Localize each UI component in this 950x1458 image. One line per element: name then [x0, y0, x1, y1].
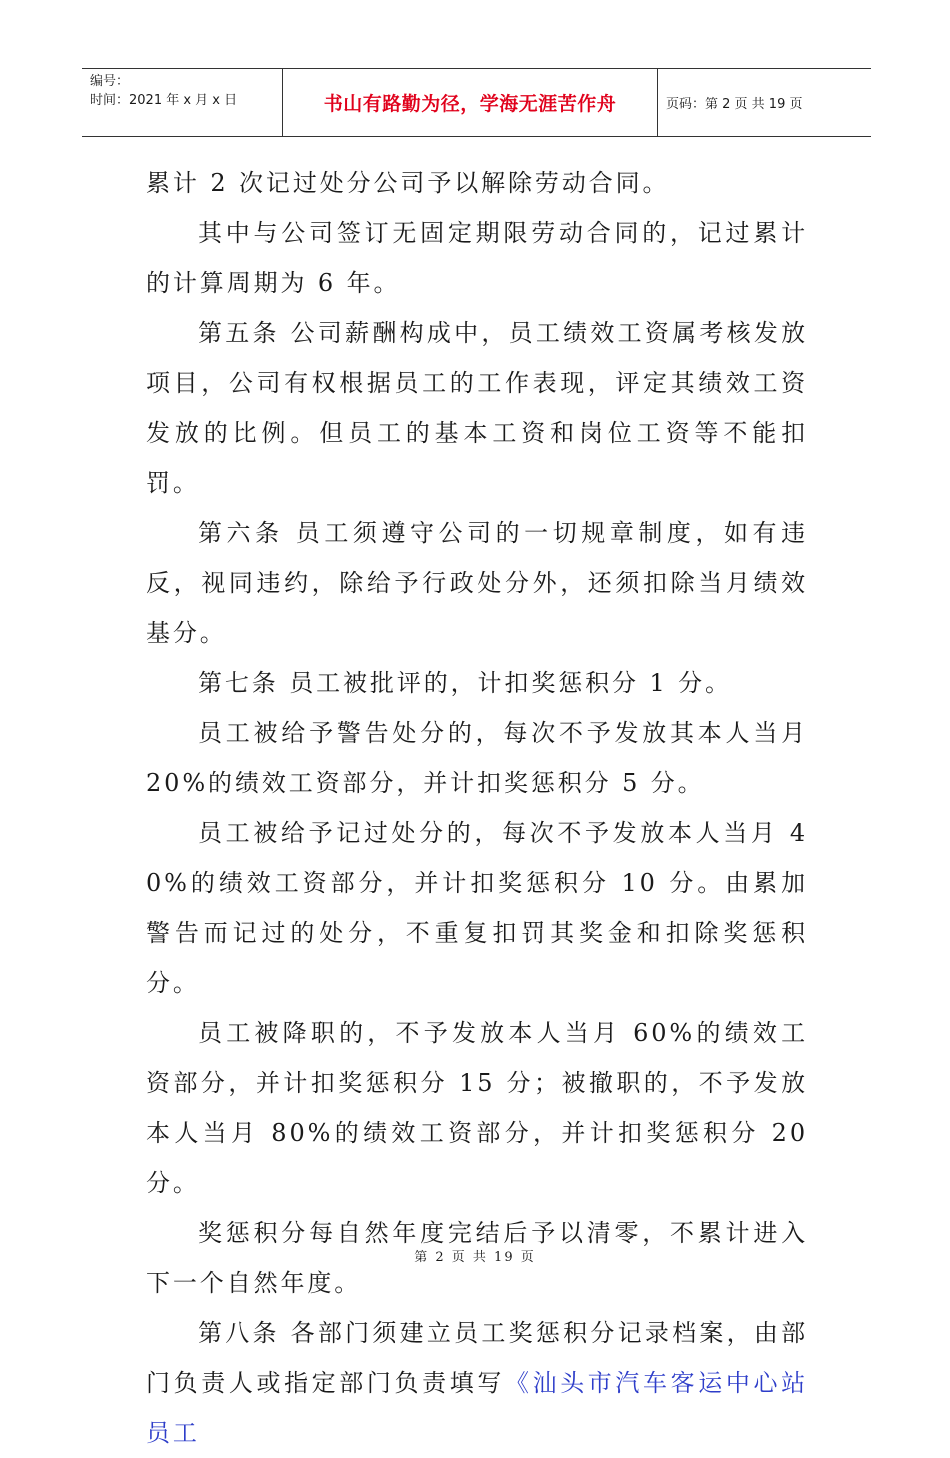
article-8-link[interactable]: 《汕头市汽车客运中心站员工 [146, 1369, 808, 1447]
header-page-info: 页码：第 2 页 共 19 页 [666, 97, 803, 112]
paragraph-article-5: 第五条 公司薪酬构成中，员工绩效工资属考核发放项目，公司有权根据员工的工作表现，评定其绩效工资发放的比例。但员工的基本工资和岗位工资等不能扣罚。 [146, 319, 808, 497]
page-header [82, 68, 871, 137]
paragraph-article-8 [146, 1308, 808, 1458]
header-meta [82, 69, 283, 136]
header-motto: 书山有路勤为径，学海无涯苦作舟 [283, 69, 658, 136]
document-time-label: 时间：2021 年 x 月 x 日 [90, 93, 238, 108]
paragraph-warning: 员工被给予警告处分的，每次不予发放其本人当月 20%的绩效工资部分，并计扣奖惩积分 5 分。 [146, 719, 808, 797]
paragraph-article-7: 第七条 员工被批评的，计扣奖惩积分 1 分。 [198, 669, 732, 697]
paragraph-demotion: 员工被降职的，不予发放本人当月 60%的绩效工资部分，并计扣奖惩积分 15 分；被撤职的，不予发放本人当月 80%的绩效工资部分，并计扣奖惩积分 20 分。 [146, 1019, 808, 1197]
paragraph-1: 其中与公司签订无固定期限劳动合同的，记过累计的计算周期为 6 年。 [146, 219, 808, 297]
paragraph-reset: 奖惩积分每自然年度完结后予以清零，不累计进入下一个自然年度。 [146, 1219, 808, 1297]
article-8-text: 第八条 各部门须建立员工奖惩积分记录档案，由部门负责人或指定部门负责填写 [146, 1319, 808, 1397]
document-number-label: 编号： [90, 74, 130, 89]
paragraph-0: 累计 2 次记过处分公司予以解除劳动合同。 [146, 169, 670, 197]
page-footer: 第 2 页 共 19 页 [414, 1250, 536, 1265]
paragraph-demerit: 员工被给予记过处分的，每次不予发放本人当月 40%的绩效工资部分，并计扣奖惩积分 10 分。由累加警告而记过的处分，不重复扣罚其奖金和扣除奖惩积分。 [146, 819, 808, 997]
paragraph-article-6: 第六条 员工须遵守公司的一切规章制度，如有违反，视同违约，除给予行政处分外，还须扣除当月绩效基分。 [146, 519, 808, 647]
